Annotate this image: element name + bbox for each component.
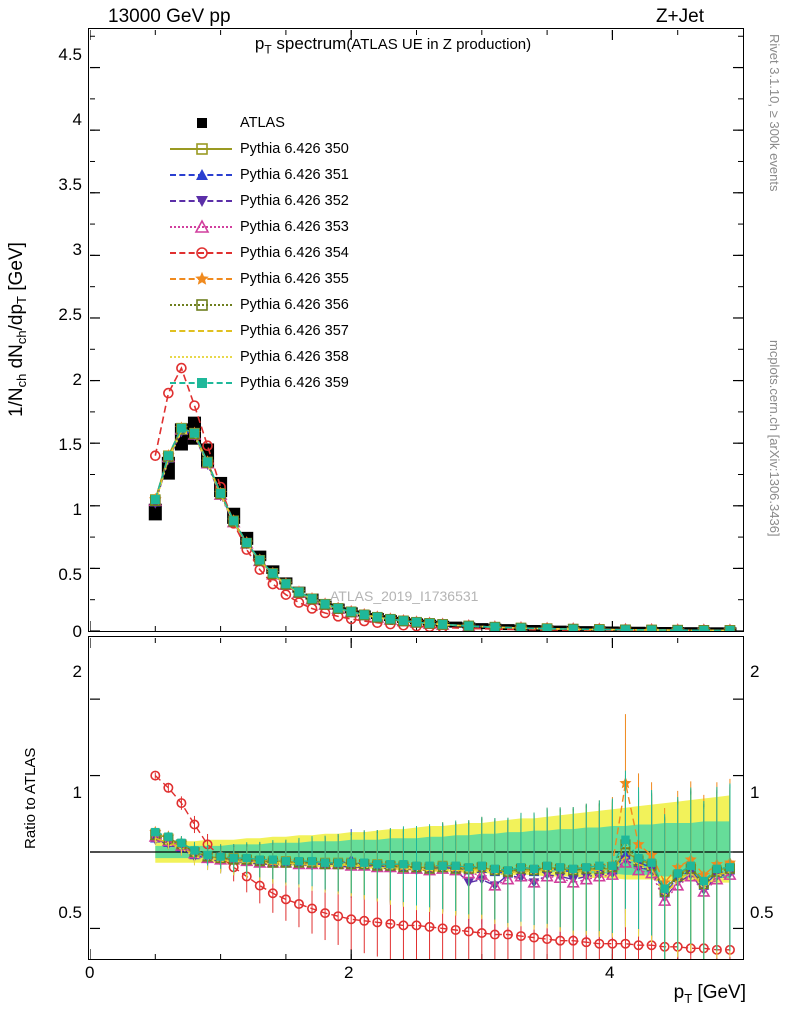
legend-item — [170, 136, 349, 162]
ratio-ytick-1-left: 1 — [72, 783, 82, 802]
legend-item — [170, 370, 349, 396]
main-ytick-4: 4 — [72, 110, 82, 129]
legend-key — [170, 165, 232, 185]
main-ytick-0: 0 — [72, 622, 82, 641]
legend-marker-icon — [194, 323, 210, 339]
legend-key — [170, 373, 232, 393]
legend-label: Pythia 6.426 350 — [240, 141, 349, 157]
ratio-ytick-0.5-right: 0.5 — [750, 903, 774, 922]
legend-marker-icon — [194, 219, 210, 235]
legend-marker-icon — [194, 245, 210, 261]
plot-title: $p_T$ spectrum(ATLAS UE in Z production) — [254, 34, 532, 57]
legend-item — [170, 266, 349, 292]
legend-marker-icon — [194, 167, 210, 183]
legend-marker-icon — [194, 115, 210, 131]
ratio-plot-canvas — [90, 638, 743, 959]
mcplots-reference-label: mcplots.cern.ch [arXiv:1306.3436] — [767, 340, 782, 537]
xtick-0: 0 — [85, 963, 95, 982]
legend-marker-icon — [194, 193, 210, 209]
main-ytick-2: 2 — [72, 370, 82, 389]
legend-label: Pythia 6.426 359 — [240, 375, 349, 391]
legend-item — [170, 240, 349, 266]
main-ytick-1: 1 — [72, 500, 82, 519]
header-collision-energy: 13000 GeV pp — [108, 6, 231, 27]
main-ytick-2.5: 2.5 — [58, 305, 82, 324]
legend-key — [170, 295, 232, 315]
legend-key — [170, 217, 232, 237]
main-ytick-3.5: 3.5 — [58, 175, 82, 194]
legend-label: Pythia 6.426 355 — [240, 271, 349, 287]
ratio-ytick-1-right: 1 — [750, 783, 760, 802]
legend-item — [170, 110, 349, 136]
legend-marker-icon — [194, 297, 210, 313]
analysis-watermark: ATLAS_2019_I1736531 — [330, 588, 479, 604]
legend-key — [170, 243, 232, 263]
legend-key — [170, 191, 232, 211]
main-ytick-4.5: 4.5 — [58, 45, 82, 64]
ratio-y-axis-label: Ratio to ATLAS — [22, 747, 39, 849]
legend-label: Pythia 6.426 356 — [240, 297, 349, 313]
xtick-4: 4 — [605, 963, 615, 982]
rivet-version-label: Rivet 3.1.10, ≥ 300k events — [767, 34, 782, 192]
legend-item — [170, 318, 349, 344]
legend — [170, 110, 349, 396]
legend-key — [170, 269, 232, 289]
ratio-ytick-2-left: 2 — [72, 662, 82, 681]
legend-label: Pythia 6.426 353 — [240, 219, 349, 235]
legend-label: Pythia 6.426 357 — [240, 323, 349, 339]
ratio-ytick-2-right: 2 — [750, 662, 760, 681]
legend-label: ATLAS — [240, 115, 285, 131]
xtick-2: 2 — [344, 963, 354, 982]
legend-marker-icon — [194, 349, 210, 365]
legend-marker-icon — [194, 141, 210, 157]
main-ytick-1.5: 1.5 — [58, 435, 82, 454]
legend-item — [170, 214, 349, 240]
legend-item — [170, 188, 349, 214]
legend-item — [170, 162, 349, 188]
main-ytick-3: 3 — [72, 240, 82, 259]
main-y-axis-label: $1/N_{ch}$ $dN_{ch}/dp_T$ [GeV] — [6, 242, 29, 418]
header-process-label: Z+Jet — [655, 6, 704, 27]
legend-key — [170, 347, 232, 367]
legend-marker-icon — [194, 271, 210, 287]
legend-item — [170, 292, 349, 318]
ratio-ytick-0.5-left: 0.5 — [58, 903, 82, 922]
legend-item — [170, 344, 349, 370]
legend-key — [170, 321, 232, 341]
plot-subtitle: (ATLAS UE in Z production) — [346, 36, 532, 53]
legend-label: Pythia 6.426 358 — [240, 349, 349, 365]
legend-label: Pythia 6.426 352 — [240, 193, 349, 209]
legend-label: Pythia 6.426 354 — [240, 245, 349, 261]
main-ytick-0.5: 0.5 — [58, 565, 82, 584]
legend-key — [170, 139, 232, 159]
x-axis-label: $p_T$ [GeV] — [673, 982, 746, 1006]
legend-key — [170, 113, 232, 133]
legend-label: Pythia 6.426 351 — [240, 167, 349, 183]
legend-marker-icon — [194, 375, 210, 391]
